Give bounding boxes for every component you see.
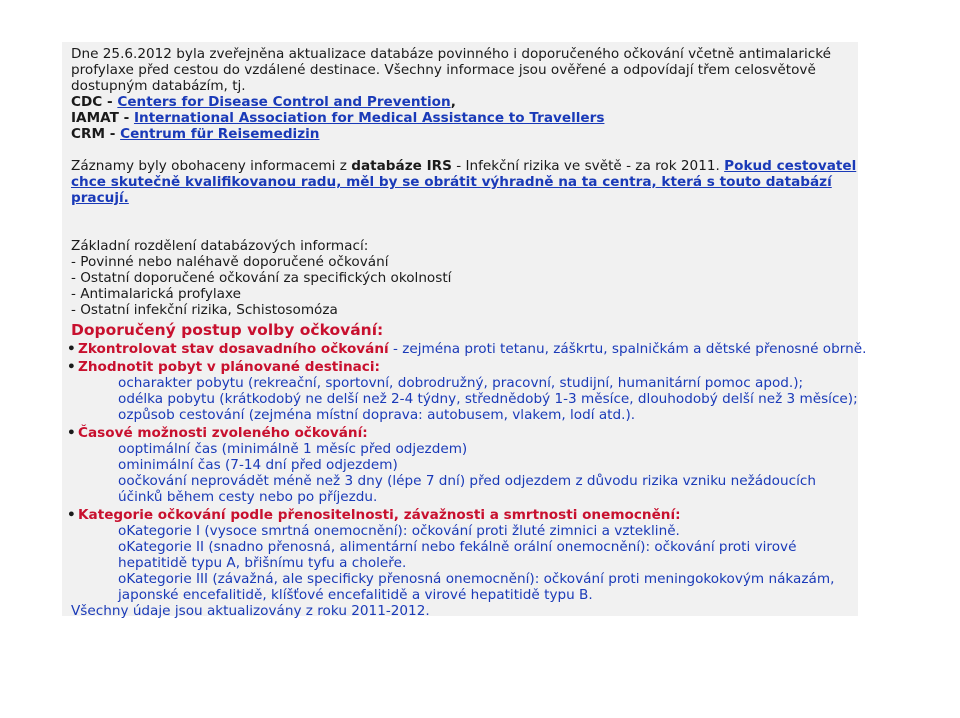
bullet-destination [71, 359, 851, 375]
intro-line-3: dostupným databázím, tj. [71, 78, 246, 94]
records-line-2 [71, 174, 851, 190]
sub-marker: o [118, 523, 127, 539]
centers-advice-link-2[interactable]: chce skutečně kvalifikovanou radu, měl by se obrátit výhradně na ta centra, která s touto databází [71, 174, 832, 190]
sub-marker: o [118, 571, 127, 587]
sub-text: očkování neprovádět méně než 3 dny (lépe 7 dní) před odjezdem z důvodu rizika vzniku nežádoucích účinků během cesty nebo po příjezdu. [118, 473, 816, 505]
source-iamat [71, 110, 851, 126]
sub-item [71, 375, 851, 391]
sub-item [71, 473, 858, 505]
source-crm [71, 126, 851, 142]
sub-text: Kategorie II (snadno přenosná, alimentární nebo fekálně orální onemocnění): očkování proti virové hepatitidě typu A, břišnímu tyfu a choleře. [118, 539, 797, 571]
sub-item [71, 523, 851, 539]
iamat-link[interactable]: International Association for Medical Assistance to Travellers [133, 110, 605, 126]
sub-marker: o [118, 539, 127, 555]
records-line-3 [71, 190, 851, 206]
basic-item: - Antimalarická profylaxe [71, 286, 241, 302]
bullet-timing [71, 425, 851, 441]
bullet-categories [71, 507, 851, 523]
sub-item [71, 571, 858, 603]
sub-marker: o [118, 407, 127, 423]
records-text-1: Záznamy byly obohaceny informacemi z [71, 158, 352, 174]
sub-text: optimální čas (minimálně 1 měsíc před odjezdem) [126, 441, 468, 457]
sub-text: charakter pobytu (rekreační, sportovní, dobrodružný, pracovní, studijní, humanitární pomoc apod.); [126, 375, 804, 391]
cdc-link[interactable]: Centers for Disease Control and Prevention [117, 94, 451, 110]
basic-item: - Ostatní infekční rizika, Schistosomóza [71, 302, 338, 318]
basic-title: Základní rozdělení databázových informací: [71, 238, 369, 254]
basic-item: - Ostatní doporučené očkování za specifických okolností [71, 270, 452, 286]
bullet-label: Kategorie očkování podle přenositelnosti, závažnosti a smrtnosti onemocnění: [78, 507, 681, 523]
bullet-label: Časové možnosti zvoleného očkování: [78, 425, 368, 441]
sub-item [71, 457, 851, 473]
intro-line-1: Dne 25.6.2012 byla zveřejněna aktualizace databáze povinného i doporučeného očkování včetně antimalarické [71, 46, 831, 62]
source-abbr: IAMAT - [71, 110, 134, 126]
sub-text: Kategorie I (vysoce smrtná onemocnění): očkování proti žluté zimnici a vzteklině. [126, 523, 680, 539]
sub-text: způsob cestování (zejména místní doprava: autobusem, vlakem, lodí atd.). [126, 407, 636, 423]
sub-item [71, 539, 858, 571]
bullet-check-vaccination [71, 341, 867, 357]
basic-item: - Povinné nebo naléhavě doporučené očkování [71, 254, 389, 270]
sub-text: délka pobytu (krátkodobý ne delší než 2-4 týdny, střednědobý 1-3 měsíce, dlouhodobý delší než 3 měsíce); [126, 391, 858, 407]
sub-item [71, 407, 851, 423]
centers-advice-link-3[interactable]: pracují. [71, 190, 129, 206]
records-text-2: - Infekční rizika ve světě - za rok 2011. [451, 158, 725, 174]
sub-item [71, 441, 851, 457]
sub-marker: o [118, 441, 127, 457]
recommended-heading: Doporučený postup volby očkování: [71, 321, 384, 339]
bullet-label: Zhodnotit pobyt v plánované destinaci: [78, 359, 380, 375]
sub-text: minimální čas (7-14 dní před odjezdem) [126, 457, 398, 473]
source-cdc [71, 94, 851, 110]
sub-marker: o [118, 375, 127, 391]
sub-text: Kategorie III (závažná, ale specificky přenosná onemocnění): očkování proti meningokokovým nákazám, japonské encefalitidě, klíšťové encefalitidě a virové hepatitidě typu B. [118, 571, 835, 603]
article [71, 46, 867, 619]
bullet-label: Zkontrolovat stav dosavadního očkování [78, 341, 389, 357]
source-suffix: , [450, 94, 456, 110]
crm-link[interactable]: Centrum für Reisemedizin [120, 126, 320, 142]
source-abbr: CRM - [71, 126, 121, 142]
records-line-1 [71, 158, 857, 174]
centers-advice-link-1[interactable]: Pokud cestovatel [724, 158, 857, 174]
sub-marker: o [118, 457, 127, 473]
bullet-text: - zejména proti tetanu, záškrtu, spalničkám a dětské přenosné obrně. [388, 341, 867, 357]
footer-note: Všechny údaje jsou aktualizovány z roku 2011-2012. [71, 603, 430, 619]
sub-item [71, 391, 858, 407]
intro-line-2: profylaxe před cestou do vzdálené destinace. Všechny informace jsou ověřené a odpovídají třem celosvětově [71, 62, 816, 78]
sub-marker: o [118, 391, 127, 407]
iris-database: databáze IRS [351, 158, 452, 174]
sub-marker: o [118, 473, 127, 489]
source-abbr: CDC - [71, 94, 118, 110]
